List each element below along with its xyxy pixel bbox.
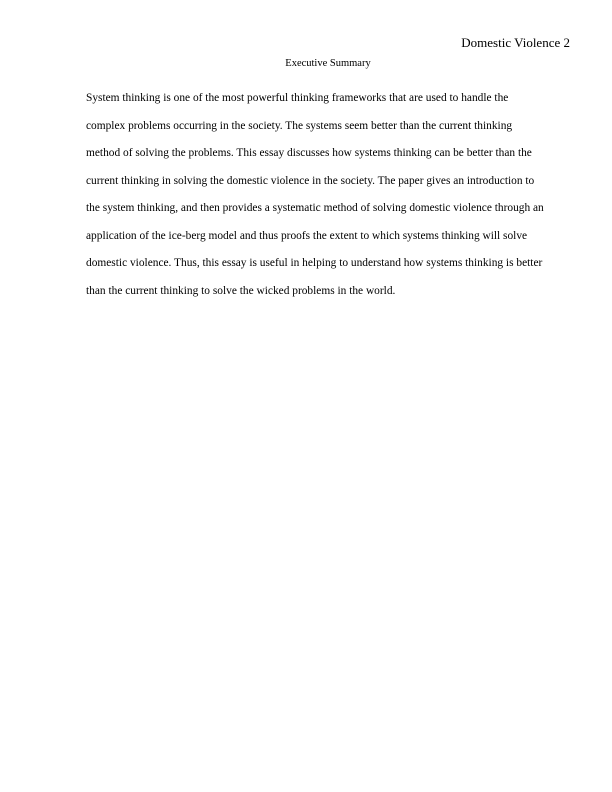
- paragraph-line: application of the ice-berg model and thus proofs the extent to which systems thinking will solve: [86, 229, 528, 242]
- running-head: Domestic Violence 2: [461, 35, 570, 50]
- paragraph-line: domestic violence. Thus, this essay is useful in helping to understand how systems thinking is better: [86, 257, 543, 269]
- paragraph-line: the system thinking, and then provides a systematic method of solving domestic violence through an: [86, 202, 544, 214]
- paragraph-line: complex problems occurring in the society. The systems seem better than the current thinking: [86, 119, 513, 132]
- paragraph-line: than the current thinking to solve the wicked problems in the world.: [86, 284, 396, 297]
- paragraph-line: method of solving the problems. This essay discusses how systems thinking can be better than the: [86, 147, 532, 159]
- paragraph-line: current thinking in solving the domestic violence in the society. The paper gives an introduction to: [86, 174, 535, 187]
- section-title: Executive Summary: [285, 58, 371, 69]
- body-paragraph: [86, 90, 570, 310]
- paragraph-line: System thinking is one of the most powerful thinking frameworks that are used to handle the: [86, 92, 509, 104]
